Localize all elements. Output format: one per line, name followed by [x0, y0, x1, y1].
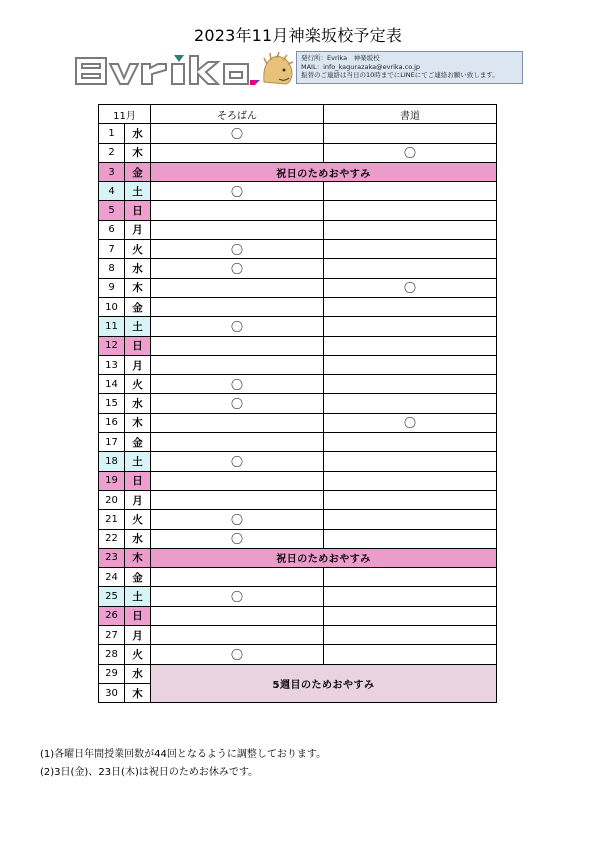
day-of-week: 木 [125, 683, 151, 702]
day-of-week: 水 [125, 394, 151, 413]
day-number: 19 [99, 471, 125, 490]
shodo-cell: 〇 [324, 143, 497, 162]
table-row [99, 259, 497, 278]
shodo-cell [324, 433, 497, 452]
shodo-cell [324, 355, 497, 374]
day-number: 8 [99, 259, 125, 278]
day-of-week: 日 [125, 471, 151, 490]
day-of-week: 木 [125, 548, 151, 567]
day-of-week: 月 [125, 355, 151, 374]
table-row [99, 162, 497, 181]
day-number: 6 [99, 220, 125, 239]
day-of-week: 日 [125, 606, 151, 625]
soroban-cell: 〇 [151, 259, 324, 278]
soroban-cell: 〇 [151, 240, 324, 259]
soroban-cell [151, 568, 324, 587]
day-number: 24 [99, 568, 125, 587]
table-row [99, 143, 497, 162]
table-row [99, 336, 497, 355]
soroban-cell: 〇 [151, 529, 324, 548]
day-number: 11 [99, 317, 125, 336]
table-row [99, 587, 497, 606]
shodo-cell [324, 510, 497, 529]
table-row [99, 490, 497, 509]
shodo-cell: 〇 [324, 278, 497, 297]
day-of-week: 日 [125, 201, 151, 220]
holiday-note: 祝日のためおやすみ [151, 548, 497, 567]
shodo-cell [324, 317, 497, 336]
day-of-week: 木 [125, 278, 151, 297]
soroban-cell: 〇 [151, 587, 324, 606]
shodo-cell [324, 471, 497, 490]
day-number: 21 [99, 510, 125, 529]
shodo-cell: 〇 [324, 413, 497, 432]
day-of-week: 木 [125, 143, 151, 162]
shodo-cell [324, 375, 497, 394]
day-number: 23 [99, 548, 125, 567]
day-number: 16 [99, 413, 125, 432]
day-of-week: 金 [125, 433, 151, 452]
soroban-cell [151, 606, 324, 625]
day-of-week: 月 [125, 220, 151, 239]
footnote-2: (2)3日(金)、23日(木)は祝日のためお休みです。 [40, 767, 259, 778]
day-of-week: 金 [125, 162, 151, 181]
soroban-cell [151, 471, 324, 490]
table-row [99, 317, 497, 336]
table-row [99, 452, 497, 471]
day-number: 12 [99, 336, 125, 355]
soroban-cell [151, 490, 324, 509]
shodo-cell [324, 490, 497, 509]
day-number: 10 [99, 297, 125, 316]
day-number: 26 [99, 606, 125, 625]
soroban-cell [151, 626, 324, 645]
page-title: 2023年11月神楽坂校予定表 [193, 26, 403, 45]
soroban-cell: 〇 [151, 645, 324, 664]
reschedule-note-line: 振替のご連絡は当日の10時までにLINEにてご連絡お願い致します。 [301, 71, 499, 79]
soroban-cell: 〇 [151, 375, 324, 394]
publisher-line: 発行所：Evrika 神楽坂校 [301, 54, 380, 62]
day-of-week: 水 [125, 259, 151, 278]
soroban-cell [151, 433, 324, 452]
soroban-cell [151, 143, 324, 162]
day-of-week: 土 [125, 182, 151, 201]
day-of-week: 土 [125, 452, 151, 471]
soroban-cell [151, 413, 324, 432]
table-row [99, 413, 497, 432]
shodo-cell [324, 124, 497, 143]
table-row [99, 645, 497, 664]
day-of-week: 金 [125, 297, 151, 316]
day-number: 20 [99, 490, 125, 509]
soroban-cell [151, 355, 324, 374]
table-row [99, 626, 497, 645]
soroban-cell: 〇 [151, 452, 324, 471]
evrika-logo [74, 52, 294, 88]
soroban-cell [151, 278, 324, 297]
day-of-week: 火 [125, 375, 151, 394]
table-row [99, 606, 497, 625]
day-number: 13 [99, 355, 125, 374]
table-row [99, 355, 497, 374]
day-number: 27 [99, 626, 125, 645]
day-number: 29 [99, 664, 125, 683]
day-of-week: 火 [125, 645, 151, 664]
publisher-info-box [296, 51, 523, 84]
day-number: 7 [99, 240, 125, 259]
table-row [99, 201, 497, 220]
table-row [99, 278, 497, 297]
evrika-logo-graphic [74, 52, 294, 88]
fifth-week-note: 5週目のためおやすみ [151, 664, 497, 703]
day-number: 1 [99, 124, 125, 143]
shodo-cell [324, 297, 497, 316]
table-row [99, 548, 497, 567]
day-of-week: 月 [125, 490, 151, 509]
day-of-week: 金 [125, 568, 151, 587]
table-row [99, 124, 497, 143]
holiday-note: 祝日のためおやすみ [151, 162, 497, 181]
shodo-cell [324, 587, 497, 606]
header-shodo: 書道 [324, 105, 497, 124]
day-of-week: 土 [125, 317, 151, 336]
shodo-cell [324, 201, 497, 220]
day-of-week: 月 [125, 626, 151, 645]
day-number: 5 [99, 201, 125, 220]
day-of-week: 火 [125, 240, 151, 259]
table-row [99, 664, 497, 683]
header-soroban: そろばん [151, 105, 324, 124]
table-row [99, 240, 497, 259]
table-header-row [99, 105, 497, 124]
soroban-cell [151, 297, 324, 316]
soroban-cell: 〇 [151, 182, 324, 201]
soroban-cell [151, 220, 324, 239]
schedule-table [98, 104, 497, 703]
day-number: 18 [99, 452, 125, 471]
day-number: 3 [99, 162, 125, 181]
day-number: 15 [99, 394, 125, 413]
day-number: 2 [99, 143, 125, 162]
day-number: 25 [99, 587, 125, 606]
day-number: 9 [99, 278, 125, 297]
day-number: 17 [99, 433, 125, 452]
soroban-cell: 〇 [151, 124, 324, 143]
shodo-cell [324, 336, 497, 355]
table-row [99, 220, 497, 239]
shodo-cell [324, 626, 497, 645]
table-row [99, 510, 497, 529]
day-of-week: 木 [125, 413, 151, 432]
table-row [99, 529, 497, 548]
schedule-body [99, 124, 497, 703]
footnote-1: (1)各曜日年間授業回数が44回となるように調整しております。 [40, 749, 327, 760]
table-row [99, 375, 497, 394]
shodo-cell [324, 220, 497, 239]
soroban-cell [151, 201, 324, 220]
table-row [99, 433, 497, 452]
shodo-cell [324, 606, 497, 625]
day-of-week: 日 [125, 336, 151, 355]
day-of-week: 土 [125, 587, 151, 606]
day-number: 14 [99, 375, 125, 394]
shodo-cell [324, 259, 497, 278]
soroban-cell: 〇 [151, 510, 324, 529]
shodo-cell [324, 452, 497, 471]
table-row [99, 471, 497, 490]
day-of-week: 水 [125, 124, 151, 143]
day-number: 30 [99, 683, 125, 702]
shodo-cell [324, 394, 497, 413]
shodo-cell [324, 645, 497, 664]
shodo-cell [324, 529, 497, 548]
shodo-cell [324, 240, 497, 259]
day-of-week: 水 [125, 529, 151, 548]
table-row [99, 182, 497, 201]
table-row [99, 394, 497, 413]
soroban-cell [151, 336, 324, 355]
table-row [99, 568, 497, 587]
shodo-cell [324, 182, 497, 201]
day-of-week: 水 [125, 664, 151, 683]
day-of-week: 火 [125, 510, 151, 529]
shodo-cell [324, 568, 497, 587]
soroban-cell: 〇 [151, 317, 324, 336]
email-line: MAIL：info_kagurazaka@evrika.co.jp [301, 62, 421, 71]
soroban-cell: 〇 [151, 394, 324, 413]
footnotes [40, 746, 326, 782]
table-row [99, 297, 497, 316]
day-number: 22 [99, 529, 125, 548]
header-month: 11月 [99, 105, 151, 124]
day-number: 28 [99, 645, 125, 664]
day-number: 4 [99, 182, 125, 201]
